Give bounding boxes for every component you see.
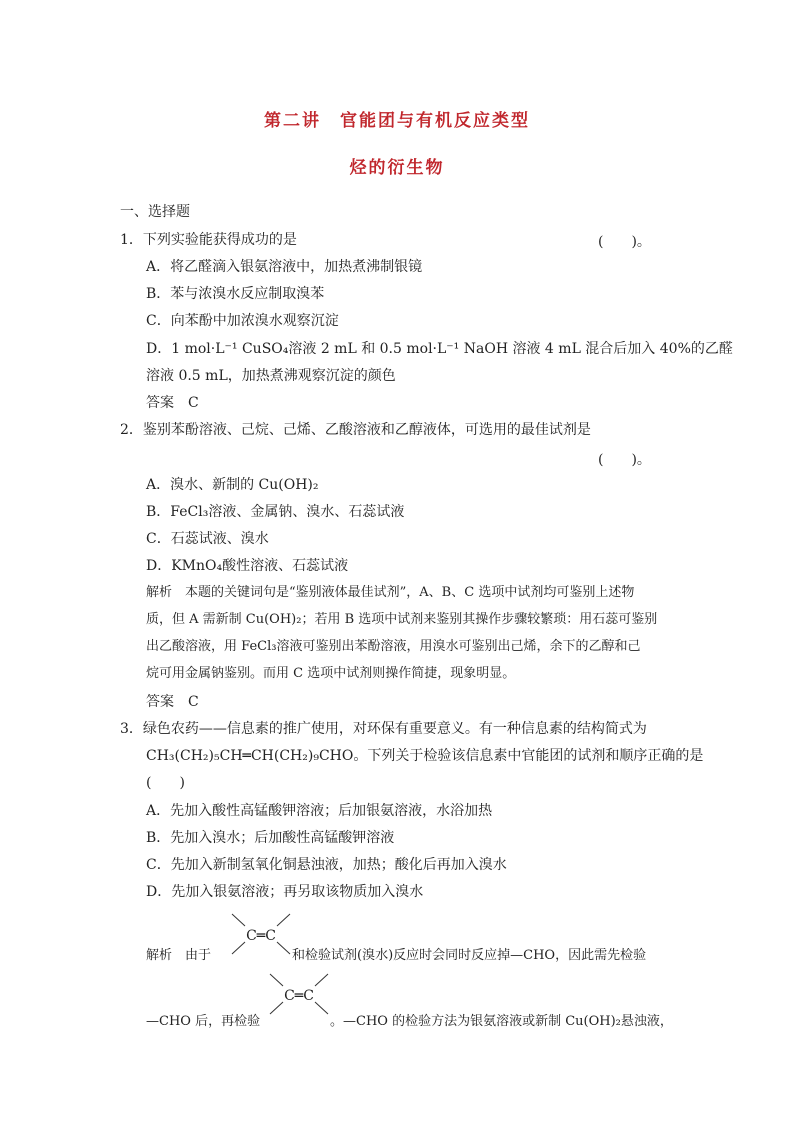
q3-explanation-part1: 解析 由于 [146, 948, 212, 963]
q1-answer-blank: ( )。 [598, 234, 651, 250]
q3-option-b: B．先加入溴水；后加酸性高锰酸钾溶液 [146, 830, 395, 846]
q3-stem-line1: 3．绿色农药——信息素的推广使用，对环保有重要意义。有一种信息素的结构简式为 [120, 721, 647, 737]
q3-stem-line3: ( ) [146, 775, 185, 791]
q3-explanation-part3: —CHO 后，再检验 [146, 1014, 261, 1029]
alkene-label: C═C [246, 928, 276, 944]
q2-option-c: C．石蕊试液、溴水 [146, 531, 269, 547]
q2-explanation-line3: 出乙酸溶液，用 FeCl₃溶液可鉴别出苯酚溶液，用溴水可鉴别出己烯，余下的乙醇和己 [146, 639, 641, 654]
q3-option-d: D．先加入银氨溶液；再另取该物质加入溴水 [146, 884, 424, 900]
q2-option-b: B．FeCl₃溶液、金属钠、溴水、石蕊试液 [146, 504, 405, 520]
q2-explanation-line1: 解析 本题的关键词句是“鉴别液体最佳试剂”，A、B、C 选项中试剂均可鉴别上述物 [146, 585, 635, 600]
alkene-structure-diagram [228, 912, 294, 958]
q1-option-c: C．向苯酚中加浓溴水观察沉淀 [146, 313, 339, 329]
q3-option-a: A．先加入酸性高锰酸钾溶液；后加银氨溶液，水浴加热 [146, 803, 493, 819]
q1-answer: 答案 C [146, 395, 199, 411]
page-title: 第二讲 官能团与有机反应类型 [264, 111, 530, 131]
q2-option-a: A．溴水、新制的 Cu(OH)₂ [146, 477, 319, 493]
q1-stem: 1．下列实验能获得成功的是 [120, 232, 297, 248]
q1-option-d-line2: 溶液 0.5 mL，加热煮沸观察沉淀的颜色 [146, 368, 396, 384]
section-heading: 一、选择题 [120, 204, 190, 220]
alkene-structure-diagram-2 [266, 972, 332, 1018]
q3-stem-line2: CH₃(CH₂)₅CH═CH(CH₂)₉CHO。下列关于检验该信息素中官能团的试剂和顺序正确的是 [146, 748, 704, 764]
q3-explanation-part4: 。—CHO 的检验方法为银氨溶液或新制 Cu(OH)₂悬浊液， [330, 1014, 673, 1029]
q1-option-a: A．将乙醛滴入银氨溶液中，加热煮沸制银镜 [146, 259, 423, 275]
q2-answer: 答案 C [146, 694, 199, 710]
q2-answer-blank: ( )。 [598, 452, 651, 468]
q1-option-b: B．苯与浓溴水反应制取溴苯 [146, 286, 325, 302]
q2-explanation-line2: 质，但 A 需新制 Cu(OH)₂；若用 B 选项中试剂来鉴别其操作步骤较繁琐：用石蕊可鉴别 [146, 612, 658, 627]
q2-option-d: D．KMnO₄酸性溶液、石蕊试液 [146, 558, 349, 574]
q3-option-c: C．先加入新制氢氧化铜悬浊液，加热；酸化后再加入溴水 [146, 857, 507, 873]
q2-explanation-line4: 烷可用金属钠鉴别。而用 C 选项中试剂则操作简捷，现象明显。 [146, 666, 516, 681]
page-subtitle: 烃的衍生物 [349, 158, 445, 178]
q2-stem: 2．鉴别苯酚溶液、己烷、己烯、乙酸溶液和乙醇液体，可选用的最佳试剂是 [120, 422, 591, 438]
alkene-label-2: C═C [284, 988, 314, 1004]
q1-option-d-line1: D．1 mol·L⁻¹ CuSO₄溶液 2 mL 和 0.5 mol·L⁻¹ NaOH 溶液 4 mL 混合后加入 40%的乙醛 [146, 341, 733, 357]
q3-explanation-part2: 和检验试剂(溴水)反应时会同时反应掉—CHO，因此需先检验 [292, 948, 647, 963]
